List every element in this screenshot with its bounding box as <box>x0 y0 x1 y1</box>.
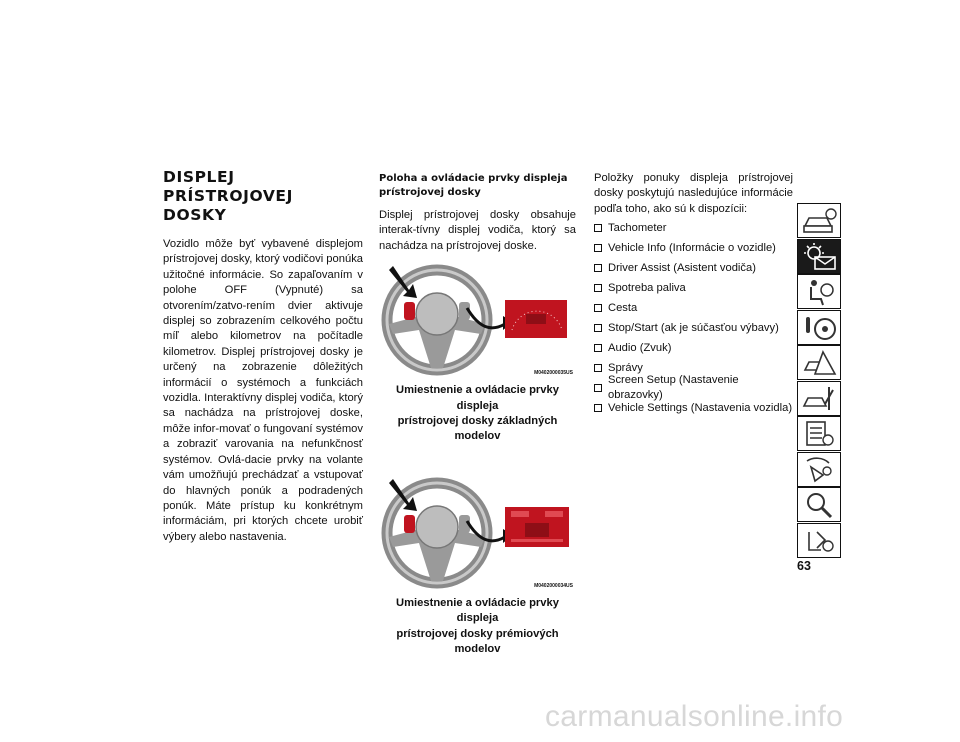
airbag-seat-icon <box>801 277 839 307</box>
section-title <box>163 168 363 225</box>
checkbox-bullet-icon <box>594 264 602 272</box>
list-item-label: Stop/Start (ak je súčasťou výbavy) <box>608 321 779 334</box>
figure-premium-model <box>379 477 575 589</box>
menu-intro-paragraph: Položky ponuky displeja prístrojovej dosky poskytujú nasledujúce informácie podľa toho, ako sú k dispozícii: <box>594 172 793 215</box>
checkbox-bullet-icon <box>594 304 602 312</box>
list-item <box>594 338 793 358</box>
list-item-label: Cesta <box>608 301 638 314</box>
tab-languages[interactable] <box>797 523 841 558</box>
magnifier-index-icon <box>801 490 839 520</box>
steering-wheel-premium-illustration <box>379 477 575 589</box>
car-service-tools-icon <box>801 384 839 414</box>
list-item <box>594 398 793 418</box>
page-number: 63 <box>797 559 811 573</box>
list-item <box>594 318 793 338</box>
list-item-label: Tachometer <box>608 221 667 234</box>
subsection-heading <box>379 172 576 200</box>
warning-light-envelope-icon <box>801 242 839 272</box>
list-item-label: Audio (Zvuk) <box>608 341 672 354</box>
language-index-icon <box>801 526 839 556</box>
list-item-label: Spotreba paliva <box>608 281 686 294</box>
checkbox-bullet-icon <box>594 364 602 372</box>
tab-warning-lights[interactable] <box>797 239 841 274</box>
checkbox-bullet-icon <box>594 224 602 232</box>
steering-wheel-base-illustration <box>379 264 575 376</box>
middle-column <box>379 172 576 657</box>
figure-caption-base-line2: prístrojovej dosky základných modelov <box>397 415 558 443</box>
steering-wheel-start-icon <box>801 313 839 343</box>
figure-caption-base <box>379 383 576 445</box>
tab-safety[interactable] <box>797 274 841 309</box>
list-item <box>594 218 793 238</box>
figure-caption-premium-line1: Umiestnenie a ovládacie prvky displeja <box>396 596 559 625</box>
specifications-list-icon <box>801 419 839 449</box>
right-column <box>594 171 793 418</box>
figure-caption-premium-line2: prístrojovej dosky prémiových modelov <box>396 627 559 656</box>
tab-index[interactable] <box>797 487 841 522</box>
multimedia-icon <box>801 455 839 485</box>
list-item-label: Driver Assist (Asistent vodiča) <box>608 261 756 274</box>
chapter-tabs <box>797 203 841 558</box>
figure-code: M0402000035US <box>534 370 573 377</box>
figure-code: M0402000034US <box>534 582 573 589</box>
checkbox-bullet-icon <box>594 284 602 292</box>
watermark: carmanualsonline.info <box>545 700 844 733</box>
subsection-heading-line1: Poloha a ovládacie prvky displeja <box>379 173 568 184</box>
checkbox-bullet-icon <box>594 384 602 392</box>
checkbox-bullet-icon <box>594 244 602 252</box>
checkbox-bullet-icon <box>594 344 602 352</box>
tab-service[interactable] <box>797 381 841 416</box>
emergency-warning-car-icon <box>801 348 839 378</box>
list-item-label: Správy <box>608 361 643 374</box>
tab-car-dashboard[interactable] <box>797 203 841 238</box>
list-item-label: Vehicle Info (Informácie o vozidle) <box>608 241 776 254</box>
menu-items-list <box>594 218 793 418</box>
intro-paragraph: Vozidlo môže byť vybavené displejom prístrojovej dosky, ktorý vodičovi ponúka užitočné informácie. So zapaľovaním v polohe OFF (Vypnuté) sa otvorením/zatvo-rením dvier aktivuje displej so zobrazením celkového počtu míľ alebo kilometrov na počítadle kilometrov. Displej prístrojovej dosky je určený na zobrazenie dôležitých informácií o systémoch a funkciách vozidla. Interaktívny displej vodiča, ktorý sa nachádza na prístrojovej doske, môže infor-movať o fungovaní systémov a zobraziť varovania na nefunkčnosť systémov. Ovlá-dacie prvky na volante vám umožňujú prechádzať a vstupovať do hlavných ponúk a podradených ponúk. Máte prístup ku konkrétnym informáciám, pri ktorých chcete urobiť výbery alebo nastavenia. <box>163 238 364 543</box>
tab-starting-driving[interactable] <box>797 310 841 345</box>
list-item-label: Vehicle Settings (Nastavenia vozidla) <box>608 401 793 414</box>
section-title-line1: DISPLEJ PRÍSTROJOVEJ <box>163 168 293 205</box>
figure-base-model <box>379 264 575 376</box>
checkbox-bullet-icon <box>594 404 602 412</box>
checkbox-bullet-icon <box>594 324 602 332</box>
list-item <box>594 373 793 402</box>
location-paragraph: Displej prístrojovej dosky obsahuje interak-tívny displej vodiča, ktorý sa nachádza na prístrojovej doske. <box>379 209 576 252</box>
tab-emergency[interactable] <box>797 345 841 380</box>
list-item <box>594 298 793 318</box>
figure-caption-premium <box>379 596 576 658</box>
list-item <box>594 278 793 298</box>
section-title-line2: DOSKY <box>163 206 227 224</box>
list-item <box>594 258 793 278</box>
subsection-heading-line2: prístrojovej dosky <box>379 187 481 198</box>
car-dashboard-icon <box>801 206 839 236</box>
left-column <box>163 168 363 545</box>
list-item-label: Screen Setup (Nastavenie obrazovky) <box>608 373 739 402</box>
tab-specifications[interactable] <box>797 416 841 451</box>
figure-caption-base-line1: Umiestnenie a ovládacie prvky displeja <box>396 384 559 412</box>
list-item <box>594 238 793 258</box>
tab-multimedia[interactable] <box>797 452 841 487</box>
